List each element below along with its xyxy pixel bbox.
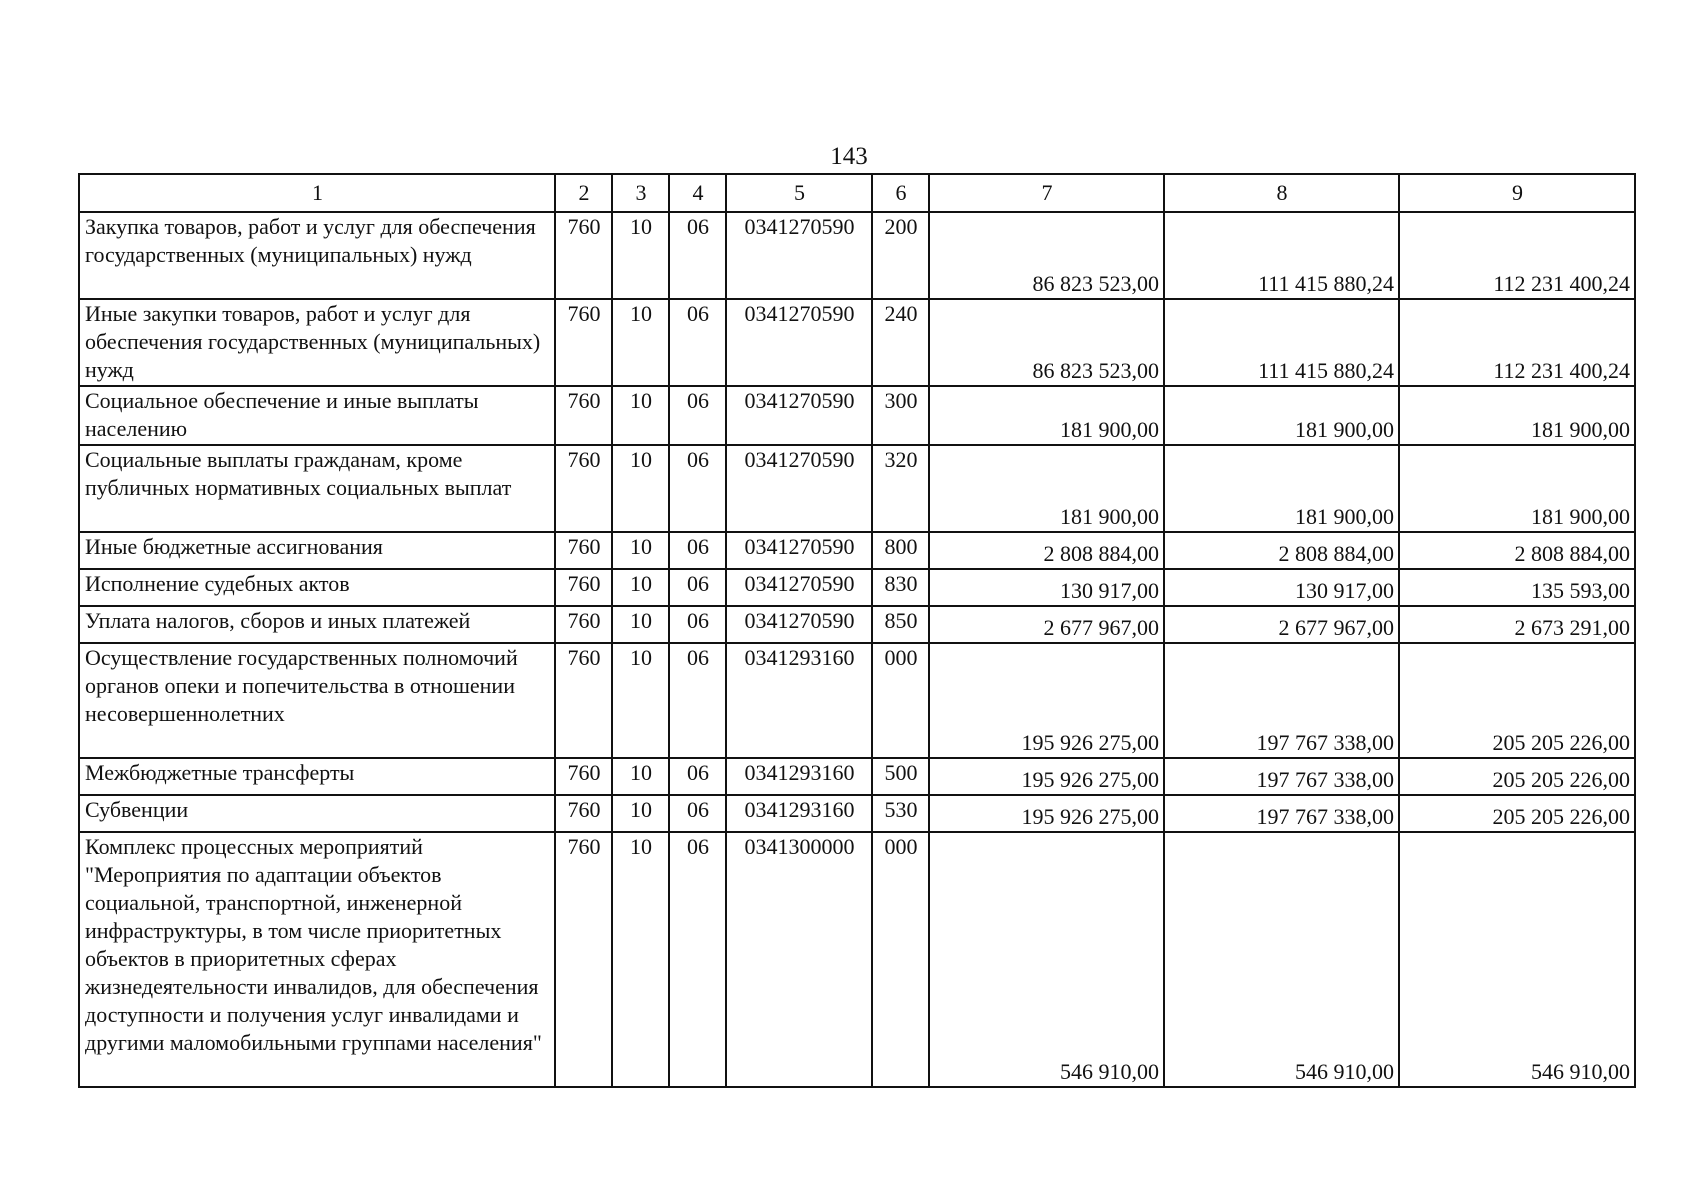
row-code-3: 10 — [612, 643, 669, 758]
row-code-6: 300 — [872, 386, 929, 445]
row-amount-8: 197 767 338,00 — [1164, 643, 1399, 758]
row-code-3: 10 — [612, 386, 669, 445]
row-code-2: 760 — [555, 386, 612, 445]
row-amount-9: 2 808 884,00 — [1399, 532, 1635, 569]
row-amount-9: 181 900,00 — [1399, 386, 1635, 445]
table-row — [79, 386, 1635, 445]
row-name: Исполнение судебных актов — [79, 569, 555, 606]
row-code-2: 760 — [555, 643, 612, 758]
row-code-3: 10 — [612, 832, 669, 1087]
row-code-2: 760 — [555, 299, 612, 386]
row-amount-9: 181 900,00 — [1399, 445, 1635, 532]
row-amount-9: 546 910,00 — [1399, 832, 1635, 1087]
row-code-3: 10 — [612, 795, 669, 832]
row-code-5: 0341270590 — [726, 212, 872, 299]
row-name: Комплекс процессных мероприятий "Мероприятия по адаптации объектов социальной, транспортной, инженерной инфраструктуры, в том числе приоритетных объектов в приоритетных сферах жизнедеятельности инвалидов, для обеспечения доступности и получения услуг инвалидами и другими маломобильными группами населения" — [79, 832, 555, 1087]
row-code-2: 760 — [555, 212, 612, 299]
row-amount-9: 205 205 226,00 — [1399, 643, 1635, 758]
row-amount-8: 546 910,00 — [1164, 832, 1399, 1087]
table-row — [79, 532, 1635, 569]
row-name: Социальные выплаты гражданам, кроме публичных нормативных социальных выплат — [79, 445, 555, 532]
row-code-3: 10 — [612, 212, 669, 299]
row-amount-9: 205 205 226,00 — [1399, 795, 1635, 832]
header-col-2: 2 — [555, 174, 612, 212]
row-code-6: 500 — [872, 758, 929, 795]
row-code-2: 760 — [555, 606, 612, 643]
header-row — [79, 174, 1635, 212]
row-code-6: 240 — [872, 299, 929, 386]
table-row — [79, 795, 1635, 832]
row-code-5: 0341270590 — [726, 569, 872, 606]
table-row — [79, 643, 1635, 758]
row-code-3: 10 — [612, 758, 669, 795]
row-code-4: 06 — [669, 758, 726, 795]
row-code-6: 830 — [872, 569, 929, 606]
row-code-4: 06 — [669, 569, 726, 606]
row-code-3: 10 — [612, 445, 669, 532]
header-col-8: 8 — [1164, 174, 1399, 212]
row-code-5: 0341270590 — [726, 386, 872, 445]
table-row — [79, 212, 1635, 299]
row-amount-7: 195 926 275,00 — [929, 643, 1164, 758]
row-code-4: 06 — [669, 299, 726, 386]
row-code-5: 0341293160 — [726, 795, 872, 832]
row-amount-9: 2 673 291,00 — [1399, 606, 1635, 643]
row-code-4: 06 — [669, 445, 726, 532]
row-code-4: 06 — [669, 212, 726, 299]
budget-table — [78, 173, 1636, 1088]
row-amount-7: 546 910,00 — [929, 832, 1164, 1087]
header-col-5: 5 — [726, 174, 872, 212]
row-code-5: 0341293160 — [726, 758, 872, 795]
row-code-6: 850 — [872, 606, 929, 643]
row-name: Закупка товаров, работ и услуг для обеспечения государственных (муниципальных) нужд — [79, 212, 555, 299]
row-name: Уплата налогов, сборов и иных платежей — [79, 606, 555, 643]
row-code-5: 0341300000 — [726, 832, 872, 1087]
row-name: Осуществление государственных полномочий органов опеки и попечительства в отношении несовершеннолетних — [79, 643, 555, 758]
row-code-6: 530 — [872, 795, 929, 832]
row-code-2: 760 — [555, 445, 612, 532]
row-code-4: 06 — [669, 795, 726, 832]
row-name: Субвенции — [79, 795, 555, 832]
table-row — [79, 445, 1635, 532]
row-amount-7: 195 926 275,00 — [929, 795, 1164, 832]
row-code-4: 06 — [669, 606, 726, 643]
row-name: Иные закупки товаров, работ и услуг для обеспечения государственных (муниципальных) нужд — [79, 299, 555, 386]
row-code-2: 760 — [555, 758, 612, 795]
header-col-4: 4 — [669, 174, 726, 212]
row-code-6: 800 — [872, 532, 929, 569]
row-amount-7: 2 808 884,00 — [929, 532, 1164, 569]
row-amount-8: 197 767 338,00 — [1164, 758, 1399, 795]
row-amount-9: 112 231 400,24 — [1399, 299, 1635, 386]
row-code-4: 06 — [669, 532, 726, 569]
row-code-3: 10 — [612, 569, 669, 606]
row-amount-8: 2 677 967,00 — [1164, 606, 1399, 643]
row-code-5: 0341270590 — [726, 606, 872, 643]
row-amount-7: 130 917,00 — [929, 569, 1164, 606]
row-amount-9: 112 231 400,24 — [1399, 212, 1635, 299]
row-code-2: 760 — [555, 795, 612, 832]
row-code-4: 06 — [669, 643, 726, 758]
table-row — [79, 606, 1635, 643]
header-col-6: 6 — [872, 174, 929, 212]
row-code-5: 0341270590 — [726, 445, 872, 532]
row-code-3: 10 — [612, 532, 669, 569]
row-code-5: 0341270590 — [726, 299, 872, 386]
row-amount-8: 181 900,00 — [1164, 386, 1399, 445]
page-number: 143 — [830, 143, 868, 170]
table-row — [79, 569, 1635, 606]
row-amount-8: 197 767 338,00 — [1164, 795, 1399, 832]
row-amount-7: 2 677 967,00 — [929, 606, 1164, 643]
row-code-6: 000 — [872, 832, 929, 1087]
row-amount-8: 111 415 880,24 — [1164, 299, 1399, 386]
header-col-7: 7 — [929, 174, 1164, 212]
header-col-3: 3 — [612, 174, 669, 212]
row-name: Межбюджетные трансферты — [79, 758, 555, 795]
row-code-6: 200 — [872, 212, 929, 299]
row-name: Социальное обеспечение и иные выплаты населению — [79, 386, 555, 445]
row-code-5: 0341270590 — [726, 532, 872, 569]
row-amount-7: 86 823 523,00 — [929, 212, 1164, 299]
header-col-1: 1 — [79, 174, 555, 212]
table-row — [79, 758, 1635, 795]
row-code-5: 0341293160 — [726, 643, 872, 758]
row-amount-8: 130 917,00 — [1164, 569, 1399, 606]
row-code-2: 760 — [555, 832, 612, 1087]
row-amount-8: 111 415 880,24 — [1164, 212, 1399, 299]
row-code-4: 06 — [669, 386, 726, 445]
row-code-6: 000 — [872, 643, 929, 758]
row-amount-9: 135 593,00 — [1399, 569, 1635, 606]
row-name: Иные бюджетные ассигнования — [79, 532, 555, 569]
row-amount-7: 181 900,00 — [929, 386, 1164, 445]
row-amount-9: 205 205 226,00 — [1399, 758, 1635, 795]
row-code-6: 320 — [872, 445, 929, 532]
row-code-3: 10 — [612, 606, 669, 643]
row-amount-8: 181 900,00 — [1164, 445, 1399, 532]
row-code-4: 06 — [669, 832, 726, 1087]
table-row — [79, 299, 1635, 386]
table-row — [79, 832, 1635, 1087]
row-code-3: 10 — [612, 299, 669, 386]
row-amount-7: 195 926 275,00 — [929, 758, 1164, 795]
row-code-2: 760 — [555, 532, 612, 569]
row-amount-7: 86 823 523,00 — [929, 299, 1164, 386]
header-col-9: 9 — [1399, 174, 1635, 212]
row-amount-7: 181 900,00 — [929, 445, 1164, 532]
row-code-2: 760 — [555, 569, 612, 606]
row-amount-8: 2 808 884,00 — [1164, 532, 1399, 569]
